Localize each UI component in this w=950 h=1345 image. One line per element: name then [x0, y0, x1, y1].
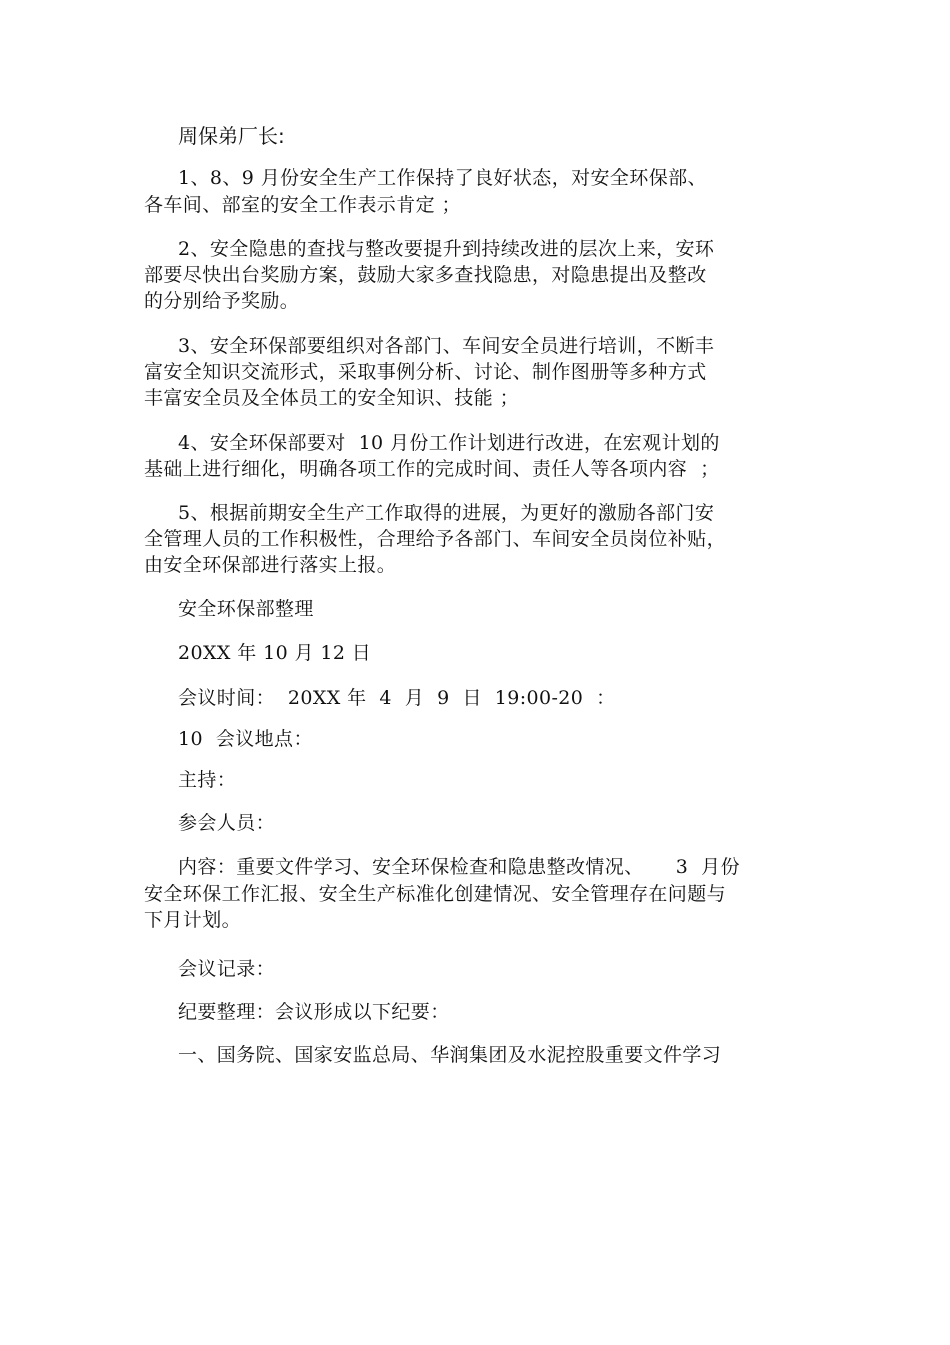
attendees: 参会人员：	[178, 812, 276, 834]
date: 20XX 年 10 月 12 日	[178, 642, 372, 664]
item-2-line-1: 2、安全隐患的查找与整改要提升到持续改进的层次上来，安环	[178, 238, 715, 260]
item-1-line-2: 各车间、部室的安全工作表示肯定 ；	[144, 194, 461, 216]
content-line-2: 安全环保工作汇报、安全生产标准化创建情况、安全管理存在问题与	[144, 883, 727, 905]
meeting-place: 10 会议地点：	[178, 728, 313, 750]
content-line-1: 内容：重要文件学习、安全环保检查和隐患整改情况、 3 月份	[178, 856, 740, 878]
item-5-line-1: 5、根据前期安全生产工作取得的进展，为更好的激励各部门安	[178, 502, 715, 524]
host: 主持：	[178, 769, 237, 791]
salutation: 周保弟厂长:	[178, 124, 285, 148]
content-line-3: 下月计划。	[144, 909, 242, 931]
item-3-line-2: 富安全知识交流形式，采取事例分析、讨论、制作图册等多种方式	[144, 361, 707, 383]
organizer: 安全环保部整理	[178, 598, 314, 620]
item-2-line-3: 的分别给予奖励。	[144, 290, 300, 312]
item-3-line-3: 丰富安全员及全体员工的安全知识、技能 ；	[144, 387, 520, 409]
item-3-line-1: 3、安全环保部要组织对各部门、车间安全员进行培训，不断丰	[178, 335, 715, 357]
section-one-heading: 一、国务院、国家安监总局、华润集团及水泥控股重要文件学习	[178, 1044, 722, 1066]
item-4-line-2: 基础上进行细化，明确各项工作的完成时间、责任人等各项内容 ；	[144, 458, 720, 480]
meeting-time: 会议时间： 20XX 年 4 月 9 日 19:00-20 ：	[178, 687, 616, 709]
item-4-line-1: 4、安全环保部要对 10 月份工作计划进行改进，在宏观计划的	[178, 432, 720, 454]
item-5-line-3: 由安全环保部进行落实上报。	[144, 554, 397, 576]
summary: 纪要整理：会议形成以下纪要：	[178, 1001, 450, 1023]
meeting-record: 会议记录：	[178, 958, 276, 980]
item-2-line-2: 部要尽快出台奖励方案，鼓励大家多查找隐患，对隐患提出及整改	[144, 264, 707, 286]
item-1-line-1: 1、8、9 月份安全生产工作保持了良好状态，对安全环保部、	[178, 167, 707, 189]
item-5-line-2: 全管理人员的工作积极性，合理给予各部门、车间安全员岗位补贴，	[144, 528, 727, 550]
